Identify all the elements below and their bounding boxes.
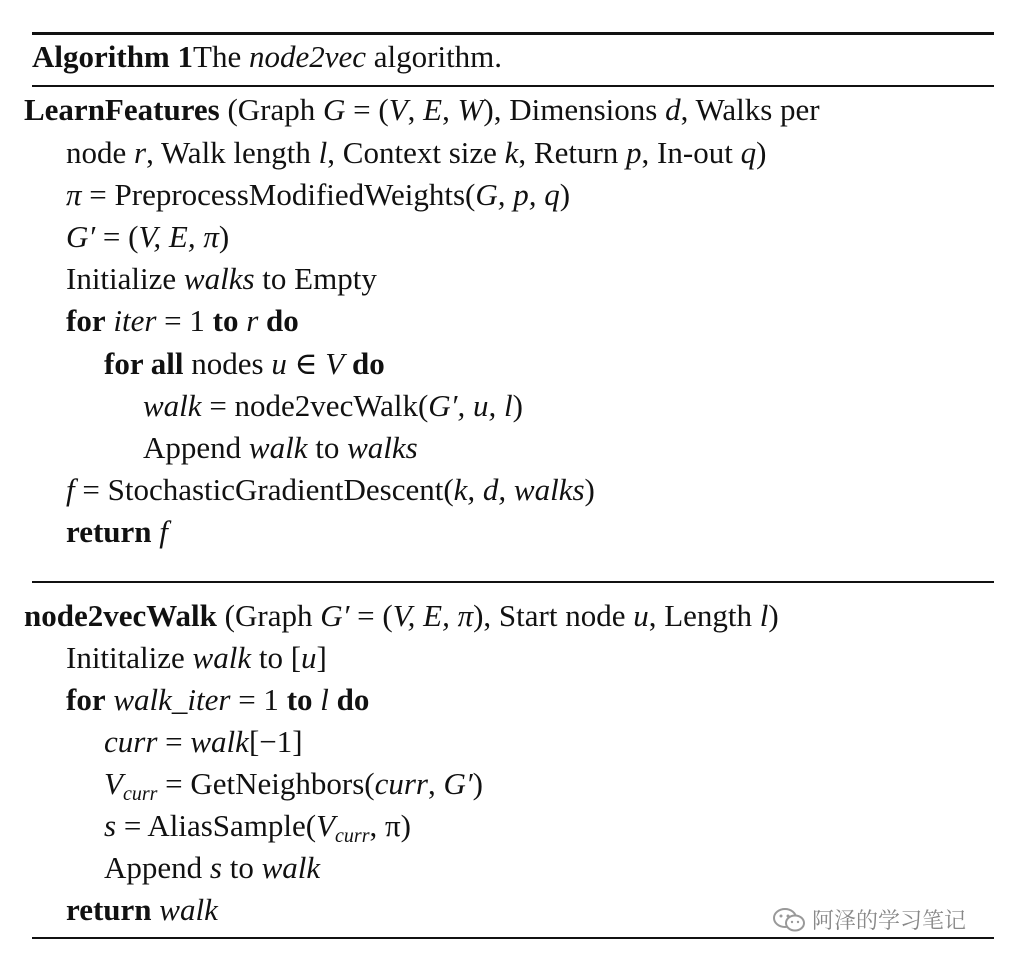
code-line-neighbors: $V_{curr}$ = GetNeighbors(curr, G′) <box>104 766 483 805</box>
watermark <box>772 904 966 935</box>
learn-signature-line-1: LearnFeatures (Graph G = (V, E, W), Dimensions d, Walks per <box>24 92 820 127</box>
algorithm-name: node2vec <box>248 39 367 74</box>
code-line-graph-prime: G′ = (V, E, π) <box>66 219 230 254</box>
algorithm-caption: Algorithm 1The node2vec algorithm. <box>32 39 503 74</box>
code-line-initialize-walk: Inititalize walk to [u] <box>66 640 327 675</box>
code-line-for-iter: for iter = 1 to r do <box>66 303 299 338</box>
code-line-initialize-walks: Initialize walks to Empty <box>66 261 377 296</box>
code-line-sgd: f = StochasticGradientDescent(k, d, walks) <box>66 472 595 507</box>
code-line-append-s: Append s to walk <box>104 850 321 885</box>
function-name-node2vecwalk: node2vecWalk <box>24 598 217 633</box>
top-rule <box>32 32 994 35</box>
code-line-for-walk-iter: for walk_iter = 1 to l do <box>66 682 370 717</box>
code-line-walk-assign: walk = node2vecWalk(G′, u, l) <box>143 388 523 423</box>
algorithm-label: Algorithm 1 <box>32 39 194 74</box>
wechat-icon <box>772 907 806 933</box>
code-line-preprocess: π = PreprocessModifiedWeights(G, p, q) <box>66 177 571 212</box>
walk-signature-line: node2vecWalk (Graph G′ = (V, E, π), Start node u, Length l) <box>24 598 779 633</box>
code-line-return-f: return f <box>66 514 168 549</box>
code-line-append-walk: Append walk to walks <box>143 430 418 465</box>
code-line-curr: curr = walk[−1] <box>104 724 303 759</box>
code-line-return-walk: return walk <box>66 892 218 927</box>
watermark-text: 阿泽的学习笔记 <box>812 909 967 934</box>
function-name-learnfeatures: LearnFeatures <box>24 92 220 127</box>
section-rule <box>32 581 994 583</box>
bottom-rule <box>32 937 994 939</box>
learn-signature-line-2: node r, Walk length l, Context size k, Return p, In-out q) <box>66 135 767 170</box>
code-line-for-all-nodes: for all nodes u ∈ V do <box>104 346 385 381</box>
code-line-alias-sample: $s = AliasSample(V_{curr}$, π) <box>104 808 411 847</box>
caption-rule <box>32 85 994 87</box>
